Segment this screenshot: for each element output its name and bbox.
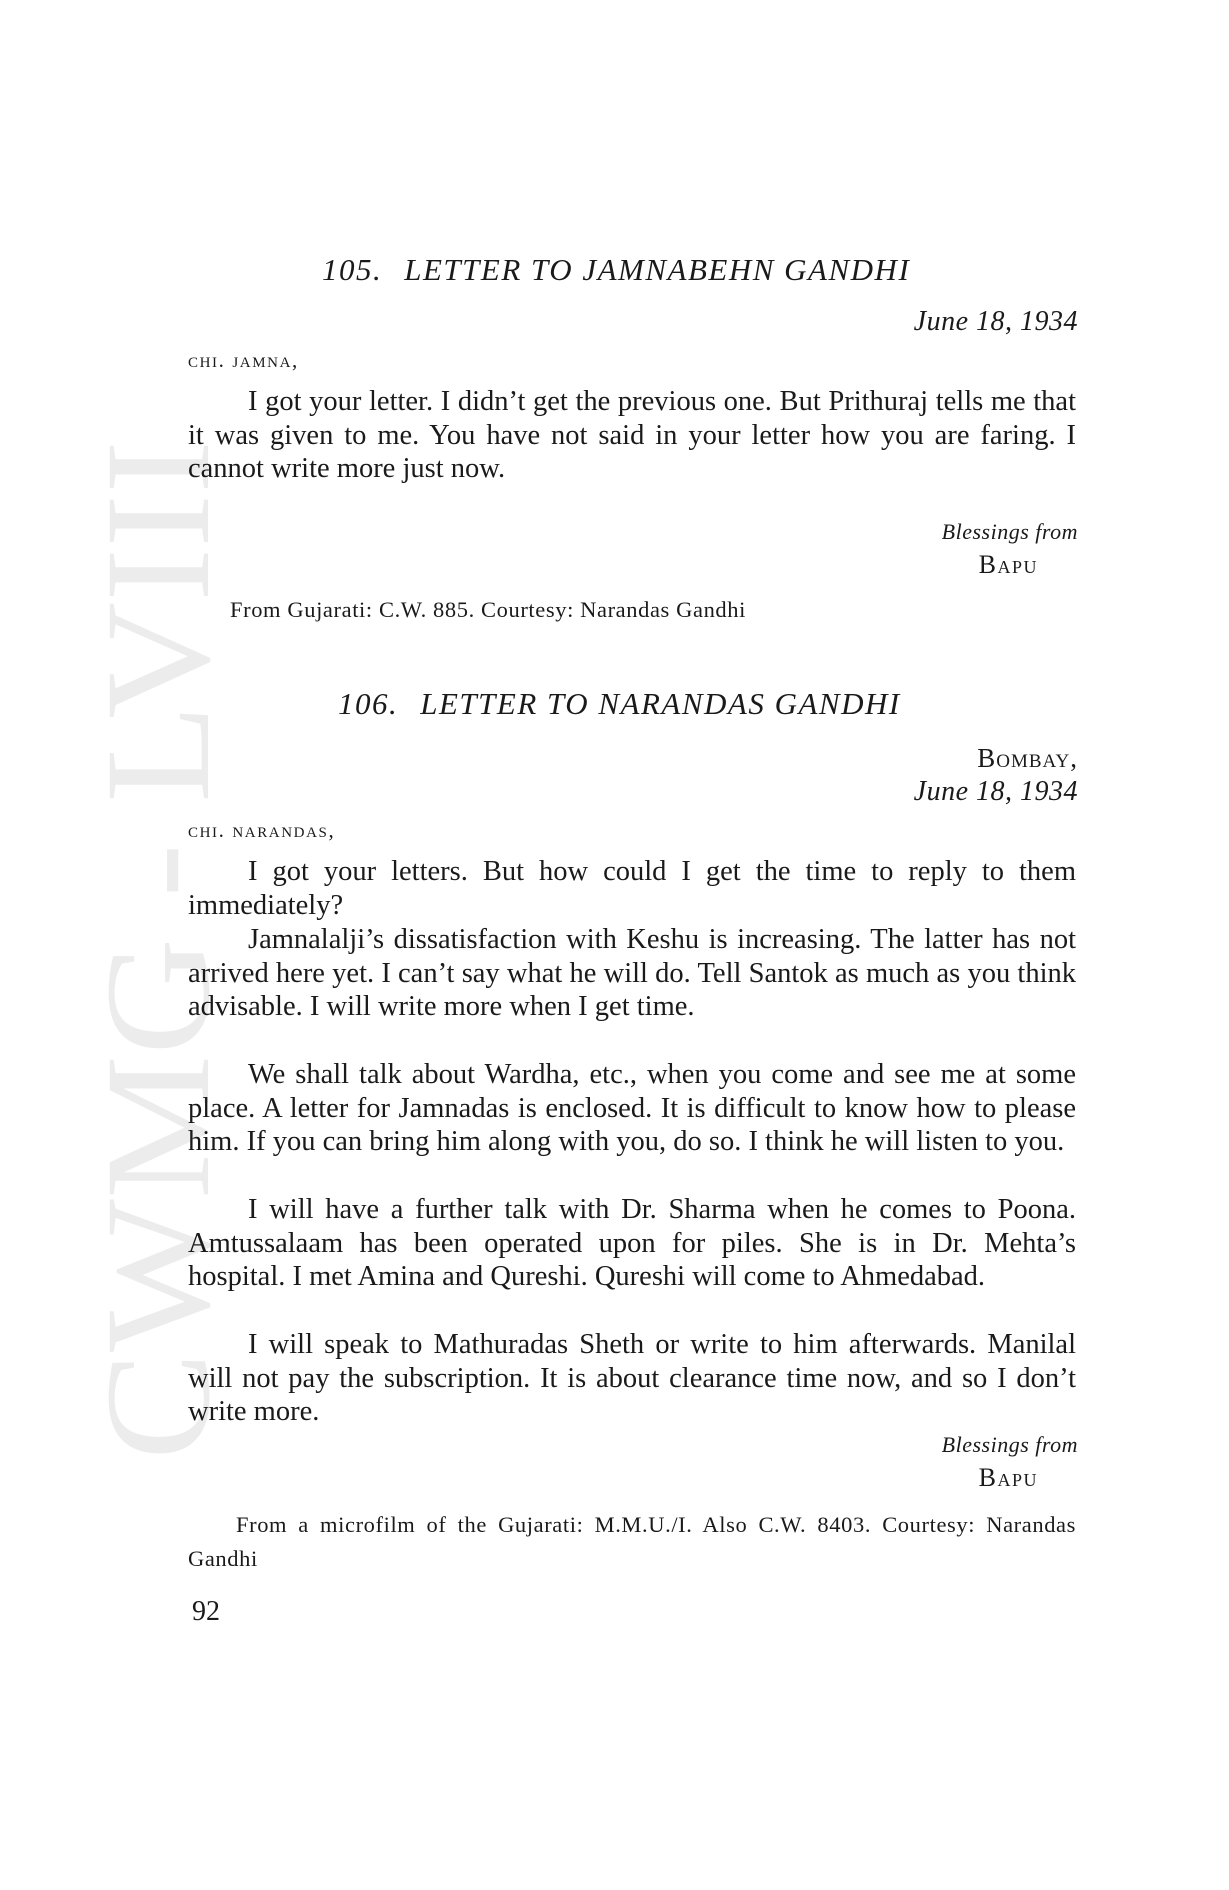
closing-blessings: Blessings from: [941, 519, 1078, 544]
letter-105-heading: [322, 252, 910, 288]
letter-paragraph: We shall talk about Wardha, etc., when you come and see me at some place. A letter for Jamnadas is enclosed. It is difficult to know how to please him. If you can bring him along with you, do so. I think he will listen to you.: [188, 1059, 1076, 1158]
salutation: chi. jamna,: [188, 348, 299, 372]
closing-blessings: Blessings from: [941, 1432, 1078, 1457]
letter-title: LETTER TO NARANDAS GANDHI: [420, 686, 901, 721]
letter-paragraph: Jamnalalji’s dissatisfaction with Keshu is increasing. The latter has not arrived here yet. I can’t say what he will do. Tell Santok as much as you think advisable. I will write more when I get time.: [188, 924, 1076, 1023]
signature: Bapu: [978, 1463, 1038, 1492]
signature: Bapu: [978, 550, 1038, 579]
watermark-text: CWMG LVIII: [90, 515, 230, 1460]
letter-date: June 18, 1934: [913, 306, 1078, 337]
letter-number: 105.: [322, 252, 383, 287]
letter-paragraph: I will speak to Mathuradas Sheth or write to him afterwards. Manilal will not pay the subscription. It is about clearance time now, and so I don’t write more.: [188, 1329, 1076, 1428]
page-number: 92: [192, 1596, 220, 1627]
letter-date: June 18, 1934: [913, 776, 1078, 807]
letter-number: 106.: [338, 686, 399, 721]
letter-paragraph: I will have a further talk with Dr. Sharma when he comes to Poona. Amtussalaam has been operated upon for piles. She is in Dr. Mehta’s hospital. I met Amina and Qureshi. Qureshi will come to Ahmedabad.: [188, 1194, 1076, 1293]
letter-paragraph: I got your letter. I didn’t get the previous one. But Prithuraj tells me that it was given to me. You have not said in your letter how you are faring. I cannot write more just now.: [188, 386, 1076, 485]
letter-paragraph: I got your letters. But how could I get the time to reply to them immediately?: [188, 856, 1076, 921]
letter-place: Bombay,: [977, 743, 1078, 773]
salutation: chi. narandas,: [188, 818, 336, 842]
source-note: From Gujarati: C.W. 885. Courtesy: Narandas Gandhi: [230, 597, 746, 622]
source-note: From a microfilm of the Gujarati: M.M.U./I. Also C.W. 8403. Courtesy: Narandas Gandhi: [188, 1512, 1076, 1571]
letter-title: LETTER TO JAMNABEHN GANDHI: [404, 252, 911, 287]
letter-106-heading: [338, 686, 901, 722]
